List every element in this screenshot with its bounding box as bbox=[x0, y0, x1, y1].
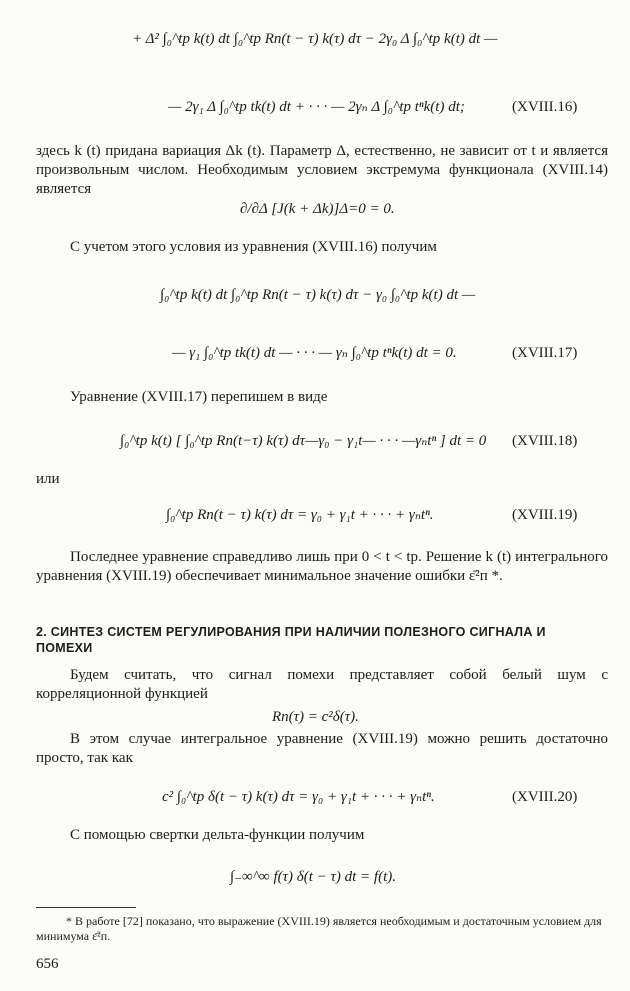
paragraph-last-equation: Последнее уравнение справедливо лишь при 0 < t < tр. Решение k (t) интегрального уравнения (XVIII.19) обеспечивает минимальное значение ошибки ε̄²п *. bbox=[36, 549, 608, 584]
equation-20: c² ∫₀^tp δ(t − τ) k(τ) dτ = γ₀ + γ₁t + · · · + γₙtⁿ. bbox=[162, 789, 435, 805]
footnote: * В работе [72] показано, что выражение (XVIII.19) является необходимым и достаточным условием для минимума ε̄²п. bbox=[36, 914, 602, 943]
equation-16-line-2: — 2γ₁ Δ ∫₀^tp tk(t) dt + · · · — 2γₙ Δ ∫₀^tp tⁿk(t) dt; bbox=[168, 99, 465, 115]
equation-number-19: (XVIII.19) bbox=[512, 507, 578, 523]
equation-18: ∫₀^tp k(t) [ ∫₀^tp Rп(t−τ) k(τ) dτ—γ₀ − γ₁t— · · · —γₙtⁿ ] dt = 0 bbox=[120, 433, 487, 449]
paragraph-rewrite: Уравнение (XVIII.17) перепишем в виде bbox=[70, 389, 328, 405]
paragraph-noise: Будем считать, что сигнал помехи представляет собой белый шум с корреляционной функцией bbox=[36, 667, 608, 702]
equation-17-line-1: ∫₀^tp k(t) dt ∫₀^tp Rп(t − τ) k(τ) dτ − γ₀ ∫₀^tp k(t) dt — bbox=[160, 287, 476, 303]
equation-number-16: (XVIII.16) bbox=[512, 99, 578, 115]
paragraph-solution: В этом случае интегральное уравнение (XVIII.19) можно решить достаточно просто, так как bbox=[36, 731, 608, 766]
extremum-condition: ∂/∂Δ [J(k + Δk)]Δ=0 = 0. bbox=[240, 201, 395, 217]
equation-17-line-2: — γ₁ ∫₀^tp tk(t) dt — · · · — γₙ ∫₀^tp tⁿk(t) dt = 0. bbox=[172, 345, 457, 361]
page-number: 656 bbox=[36, 956, 59, 972]
paragraph-with-condition: С учетом этого условия из уравнения (XVIII.16) получим bbox=[70, 239, 437, 255]
delta-convolution: ∫₋∞^∞ f(τ) δ(t − τ) dt = f(t). bbox=[230, 869, 397, 885]
equation-number-17: (XVIII.17) bbox=[512, 345, 578, 361]
section-heading: 2. СИНТЕЗ СИСТЕМ РЕГУЛИРОВАНИЯ ПРИ НАЛИЧИИ ПОЛЕЗНОГО СИГНАЛА И ПОМЕХИ bbox=[36, 625, 546, 655]
equation-number-20: (XVIII.20) bbox=[512, 789, 578, 805]
equation-19: ∫₀^tp Rп(t − τ) k(τ) dτ = γ₀ + γ₁t + · · · + γₙtⁿ. bbox=[166, 507, 434, 523]
footnote-rule bbox=[36, 907, 136, 908]
equation-number-18: (XVIII.18) bbox=[512, 433, 578, 449]
paragraph-variation: здесь k (t) придана вариация Δk (t). Параметр Δ, естественно, не зависит от t и является произвольным числом. Необходимым условием экстремума функционала (XVIII.14) является bbox=[36, 143, 608, 197]
correlation-function: Rп(τ) = c²δ(τ). bbox=[272, 709, 359, 725]
equation-16-line-1: + Δ² ∫₀^tp k(t) dt ∫₀^tp Rп(t − τ) k(τ) dτ − 2γ₀ Δ ∫₀^tp k(t) dt — bbox=[132, 31, 498, 47]
paragraph-convolution: С помощью свертки дельта-функции получим bbox=[70, 827, 365, 843]
paragraph-or: или bbox=[36, 471, 60, 487]
